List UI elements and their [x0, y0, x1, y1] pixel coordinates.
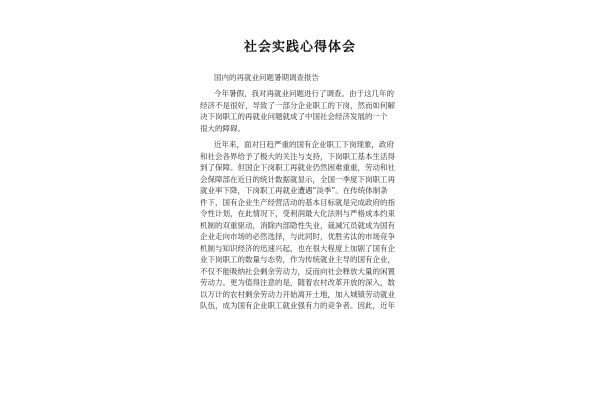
body-line: 会保障部在近日的统计数据就显示，全国一季度下岗职工再 — [200, 175, 395, 184]
body-line: 劳动力。更为值得注意的是，随着农村改革开放的深入，数 — [200, 278, 395, 287]
body-line: 经济不是很好，导致了一部分企业职工的下岗，然而如何解 — [200, 101, 395, 110]
body-line: 很大的障碍。 — [200, 124, 245, 133]
body-line: 就业率下降，下岗职工再就业遭遇“淡季”。在传统体制条 — [200, 186, 388, 195]
body-line: 队伍，成为国有企业职工就业强有力的竞争者。因此，近年 — [200, 301, 395, 310]
body-line: 件下，国有企业生产经营活动的基本目标就是完成政府的指 — [200, 198, 395, 207]
body-line: 业下岗职工的数量与态势，作为传统就业主导的国有企业， — [200, 255, 395, 264]
body-line: 以万计的农村剩余劳动力开始离开土地，加入城镇劳动就业 — [200, 290, 395, 299]
body-line: 企业走向市场的必然选择，与此同时，优胜劣汰的市场竞争 — [200, 232, 395, 241]
document-subtitle: 国内的再就业问题暑期调查报告 — [214, 73, 319, 82]
body-line: 机制的双重驱动，消除内部隐性失业，裁减冗员就成为国有 — [200, 221, 395, 230]
body-line: 机制与知识经济的迅速兴起，也在很大程度上加剧了国有企 — [200, 244, 395, 253]
body-line: 令性计划，在此情况下，受利润最大化法则与严格成本约束 — [200, 209, 395, 218]
body-line: 不仅不能吸纳社会剩余劳动力，反而向社会释放大量的闲置 — [200, 267, 395, 276]
body-line: 近年来，面对日趋严重的国有企业职工下岗现象，政府 — [214, 140, 394, 149]
body-line: 和社会各界给予了极大的关注与支持，下岗职工基本生活得 — [200, 152, 395, 161]
document-title: 社会实践心得体会 — [243, 40, 356, 55]
body-line: 到了保障。但国企下岗职工再就业仍然困难重重，劳动和社 — [200, 163, 395, 172]
body-line: 今年暑假，我对再就业问题进行了调查。由于这几年的 — [214, 89, 394, 98]
body-line: 决下岗职工的再就业问题就成了中国社会经济发展的一个 — [200, 112, 388, 121]
